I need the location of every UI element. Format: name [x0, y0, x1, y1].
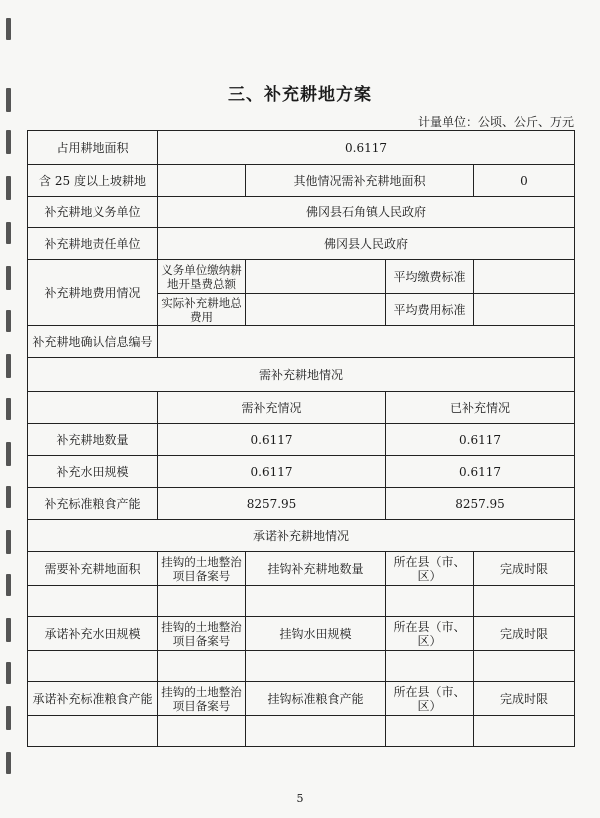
page-number: 5: [296, 792, 304, 805]
supplementary-farmland-table: [27, 130, 575, 747]
table-row: [28, 682, 575, 716]
confirm-number-label: 补充耕地确认信息编号: [28, 326, 158, 358]
binder-mark: [6, 618, 11, 642]
need-row-label: 补充标准粮食产能: [28, 488, 158, 520]
binder-mark: [6, 354, 11, 378]
promise-metric-header: 挂钩标准粮食产能: [246, 682, 386, 716]
promise-section-title: 承诺补充耕地情况: [28, 520, 575, 552]
blank-cell: [246, 586, 386, 617]
slope25-value: [158, 165, 246, 197]
other-area-value: 0: [474, 165, 575, 197]
binder-mark: [6, 18, 11, 40]
table-row: [28, 197, 575, 228]
promise-label: 需要补充耕地面积: [28, 552, 158, 586]
occupied-area-value: 0.6117: [158, 131, 575, 165]
page-title: 三、补充耕地方案: [228, 85, 372, 105]
binder-mark: [6, 130, 11, 154]
blank-cell: [158, 586, 246, 617]
table-row: [28, 520, 575, 552]
col-done-header: 已补充情况: [386, 392, 575, 424]
fee-actual-value: [246, 294, 386, 326]
fee-paid-label: 义务单位缴纳耕地开垦费总额: [158, 260, 246, 294]
table-row: [28, 488, 575, 520]
occupied-area-label: 占用耕地面积: [28, 131, 158, 165]
need-row-need: 0.6117: [158, 424, 386, 456]
binder-mark: [6, 266, 11, 290]
fee-label: 补充耕地费用情况: [28, 260, 158, 326]
binder-mark: [6, 752, 11, 774]
table-row: [28, 131, 575, 165]
blank-cell: [28, 716, 158, 747]
promise-county-header: 所在县（市、区）: [386, 617, 474, 651]
promise-metric-header: 挂钩补充耕地数量: [246, 552, 386, 586]
blank-cell: [386, 716, 474, 747]
promise-project-header: 挂钩的土地整治项目备案号: [158, 617, 246, 651]
avg-cost-value: [474, 294, 575, 326]
table-row: [28, 716, 575, 747]
need-section-title: 需补充耕地情况: [28, 358, 575, 392]
table-row: [28, 586, 575, 617]
blank-cell: [474, 716, 575, 747]
need-row-need: 0.6117: [158, 456, 386, 488]
blank-cell: [28, 586, 158, 617]
avg-cost-label: 平均费用标准: [386, 294, 474, 326]
responsible-unit-value: 佛冈县人民政府: [158, 228, 575, 260]
table-row: [28, 392, 575, 424]
promise-metric-header: 挂钩水田规模: [246, 617, 386, 651]
promise-deadline-header: 完成时限: [474, 682, 575, 716]
table-row: [28, 617, 575, 651]
fee-actual-label: 实际补充耕地总费用: [158, 294, 246, 326]
obligation-unit-label: 补充耕地义务单位: [28, 197, 158, 228]
responsible-unit-label: 补充耕地责任单位: [28, 228, 158, 260]
binder-mark: [6, 442, 11, 466]
blank-cell: [474, 651, 575, 682]
measurement-unit: 计量单位：公顷、公斤、万元: [417, 115, 574, 129]
avg-paid-value: [474, 260, 575, 294]
promise-deadline-header: 完成时限: [474, 617, 575, 651]
blank-cell: [474, 586, 575, 617]
promise-county-header: 所在县（市、区）: [386, 552, 474, 586]
avg-paid-label: 平均缴费标准: [386, 260, 474, 294]
binder-mark: [6, 706, 11, 730]
table-row: [28, 358, 575, 392]
blank-cell: [246, 651, 386, 682]
table-row: [28, 552, 575, 586]
promise-county-header: 所在县（市、区）: [386, 682, 474, 716]
table-row: [28, 424, 575, 456]
promise-deadline-header: 完成时限: [474, 552, 575, 586]
other-area-label: 其他情况需补充耕地面积: [246, 165, 474, 197]
binder-mark: [6, 310, 11, 332]
need-row-done: 0.6117: [386, 424, 575, 456]
confirm-number-value: [158, 326, 575, 358]
need-row-label: 补充水田规模: [28, 456, 158, 488]
fee-paid-value: [246, 260, 386, 294]
table-row: [28, 260, 575, 294]
need-row-need: 8257.95: [158, 488, 386, 520]
blank-cell: [158, 651, 246, 682]
table-row: [28, 326, 575, 358]
need-header-blank: [28, 392, 158, 424]
binder-mark: [6, 530, 11, 554]
binder-mark: [6, 176, 11, 200]
promise-label: 承诺补充水田规模: [28, 617, 158, 651]
slope25-label: 含 25 度以上坡耕地: [28, 165, 158, 197]
promise-project-header: 挂钩的土地整治项目备案号: [158, 552, 246, 586]
table-row: [28, 651, 575, 682]
table-row: [28, 228, 575, 260]
need-row-label: 补充耕地数量: [28, 424, 158, 456]
binder-mark: [6, 398, 11, 420]
col-need-header: 需补充情况: [158, 392, 386, 424]
blank-cell: [386, 586, 474, 617]
binder-mark: [6, 574, 11, 596]
binder-mark: [6, 486, 11, 508]
blank-cell: [386, 651, 474, 682]
binder-mark: [6, 222, 11, 244]
need-row-done: 8257.95: [386, 488, 575, 520]
obligation-unit-value: 佛冈县石角镇人民政府: [158, 197, 575, 228]
blank-cell: [246, 716, 386, 747]
promise-project-header: 挂钩的土地整治项目备案号: [158, 682, 246, 716]
blank-cell: [158, 716, 246, 747]
blank-cell: [28, 651, 158, 682]
binder-mark: [6, 662, 11, 684]
table-row: [28, 456, 575, 488]
table-row: [28, 165, 575, 197]
need-row-done: 0.6117: [386, 456, 575, 488]
promise-label: 承诺补充标准粮食产能: [28, 682, 158, 716]
